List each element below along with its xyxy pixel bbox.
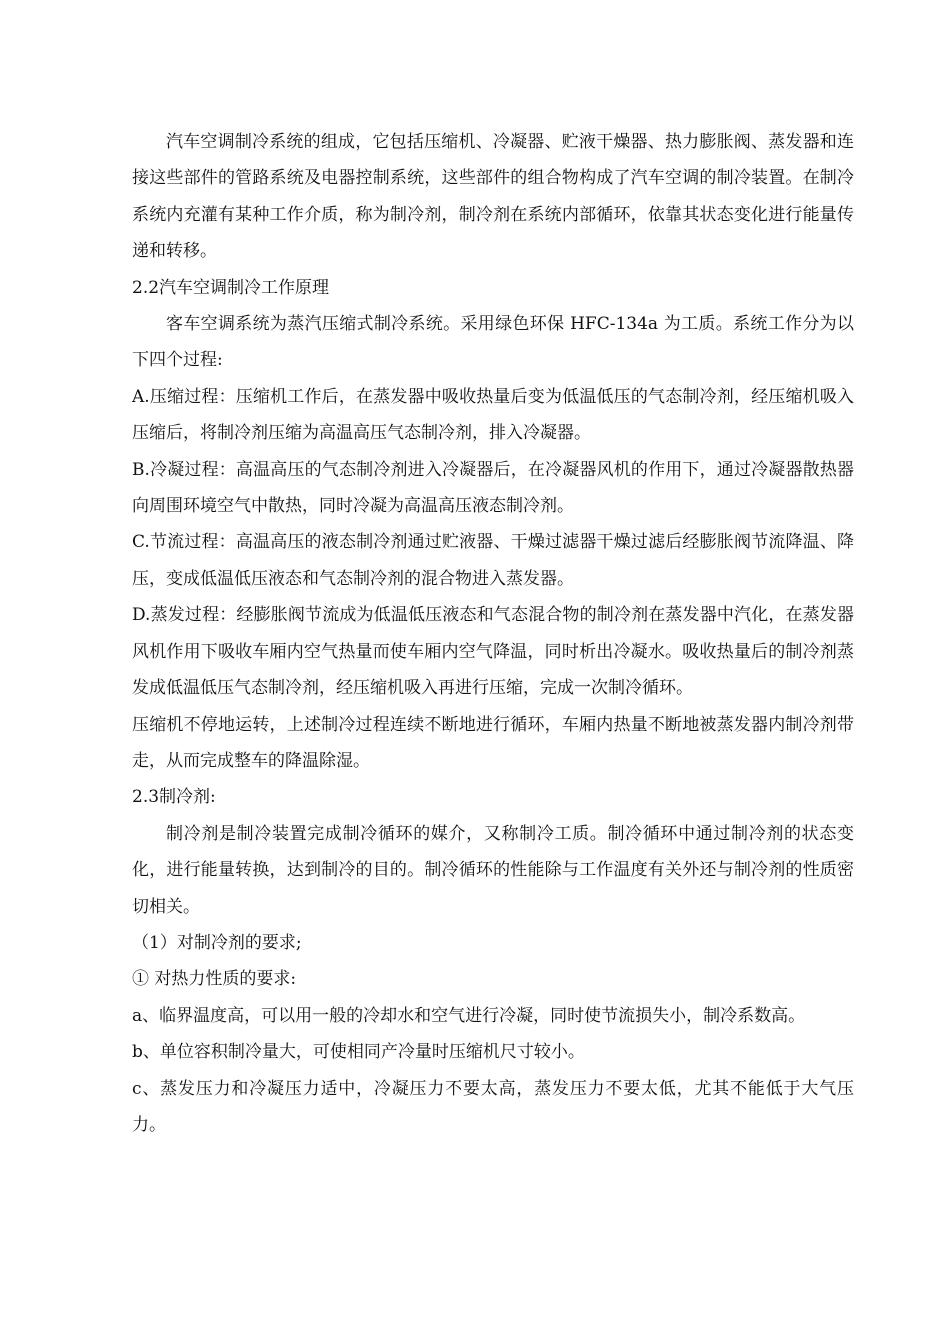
- paragraph-system-composition: 汽车空调制冷系统的组成，它包括压缩机、冷凝器、贮液干燥器、热力膨胀阀、蒸发器和连接这些部件的管路系统及电器控制系统，这些部件的组合物构成了汽车空调的制冷装置。在制冷系统内充灌有某种工作介质，称为制冷剂，制冷剂在系统内部循环，依靠其状态变化进行能量传递和转移。: [132, 132, 854, 262]
- paragraph-refrigerant-intro: 制冷剂是制冷装置完成制冷循环的媒介，又称制冷工质。制冷循环中通过制冷剂的状态变化，进行能量转换，达到制冷的目的。制冷循环的性能除与工作温度有关外还与制冷剂的性质密切相关。: [132, 823, 854, 917]
- paragraph-process-c: C.节流过程：高温高压的液态制冷剂通过贮液器、干燥过滤器干燥过滤后经膨胀阀节流降温、降压，变成低温低压液态和气态制冷剂的混合物进入蒸发器。: [132, 532, 854, 589]
- list-item-a: a、临界温度高，可以用一般的冷却水和空气进行冷凝，同时使节流损失小，制冷系数高。: [132, 1005, 806, 1026]
- paragraph-process-d: D.蒸发过程：经膨胀阀节流成为低温低压液态和气态混合物的制冷剂在蒸发器中汽化，在蒸发器风机作用下吸收车厢内空气热量而使车厢内空气降温，同时析出冷凝水。吸收热量后的制冷剂蒸发成低温低压气态制冷剂，经压缩机吸入再进行压缩，完成一次制冷循环。: [132, 605, 854, 699]
- paragraph-vapor-compression: 客车空调系统为蒸汽压缩式制冷系统。采用绿色环保 HFC-134a 为工质。系统工作分为以下四个过程:: [132, 314, 854, 371]
- paragraph-process-a: A.压缩过程：压缩机工作后，在蒸发器中吸收热量后变为低温低压的气态制冷剂，经压缩机吸入压缩后，将制冷剂压缩为高温高压气态制冷剂，排入冷凝器。: [132, 386, 854, 444]
- section-heading-2-3: 2.3制冷剂:: [132, 787, 216, 808]
- paragraph-cycle-summary: 压缩机不停地运转，上述制冷过程连续不断地进行循环，车厢内热量不断地被蒸发器内制冷剂带走，从而完成整车的降温除湿。: [132, 714, 854, 771]
- paragraph-process-b: B.冷凝过程：高温高压的气态制冷剂进入冷凝器后，在冷凝器风机的作用下，通过冷凝器散热器向周围环境空气中散热，同时冷凝为高温高压液态制冷剂。: [132, 459, 854, 517]
- list-item-c: c、蒸发压力和冷凝压力适中，冷凝压力不要太高，蒸发压力不要太低，尤其不能低于大气压力。: [132, 1078, 854, 1135]
- subheading-thermal-properties: ① 对热力性质的要求:: [132, 969, 297, 990]
- subheading-refrigerant-requirements: （1）对制冷剂的要求;: [132, 932, 302, 953]
- section-heading-2-2: 2.2汽车空调制冷工作原理: [132, 277, 330, 298]
- list-item-b: b、单位容积制冷量大，可使相同产冷量时压缩机尺寸较小。: [132, 1042, 585, 1063]
- document-body: [132, 124, 854, 1143]
